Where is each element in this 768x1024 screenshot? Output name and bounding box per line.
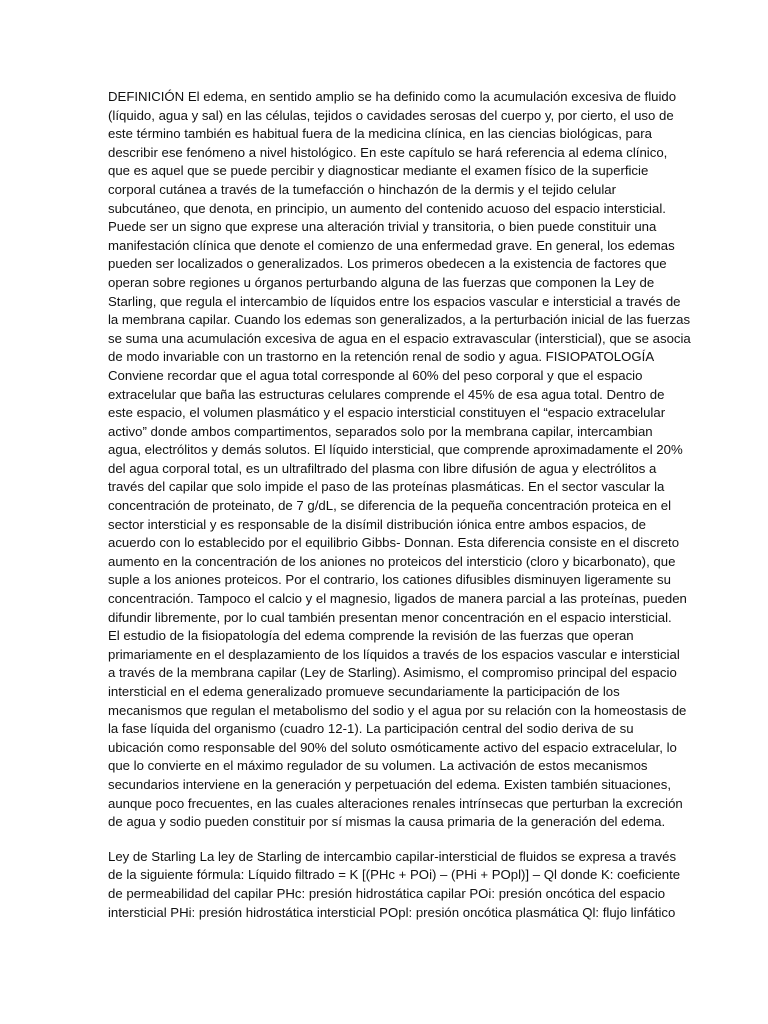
text-line: que lo convierte en el máximo regulador de su volumen. La activación de estos mecanismos xyxy=(108,758,648,774)
paragraph-ley-de-starling xyxy=(108,848,681,922)
text-line: a través de la membrana capilar (Ley de Starling). Asimismo, el compromiso principal del espacio xyxy=(108,665,677,681)
text-line: describir ese fenómeno a nivel histológico. En este capítulo se hará referencia al edema clínico, xyxy=(108,144,668,160)
text-line: se suma una acumulación excesiva de agua en el espacio extravascular (intersticial), que se asocia xyxy=(108,330,691,346)
text-line: ubicación como responsable del 90% del soluto osmóticamente activo del espacio extracelular, lo xyxy=(108,739,677,755)
text-line: intersticial PHi: presión hidrostática intersticial POpl: presión oncótica plasmática Ql: flujo linfático xyxy=(108,904,676,920)
text-line: corporal cutánea a través de la tumefacción o hinchazón de la dermis y el tejido celular xyxy=(108,181,617,197)
text-line: DEFINICIÓN El edema, en sentido amplio se ha definido como la acumulación excesiva de fluido xyxy=(108,89,677,104)
text-line: difundir libremente, por lo cual también presentan menor concentración en el espacio intersticial. xyxy=(108,609,672,625)
text-line: sector intersticial y es responsable de la disímil distribución iónica entre ambos espacios, de xyxy=(108,516,647,532)
text-line: de permeabilidad del capilar PHc: presión hidrostática capilar POi: presión oncótica del espacio xyxy=(108,885,666,901)
text-line: pueden ser localizados o generalizados. Los primeros obedecen a la existencia de factores que xyxy=(108,256,667,272)
text-line: de agua y sodio pueden constituir por sí mismas la causa primaria de la generación del edema. xyxy=(108,814,666,830)
text-line: extracelular que baña las estructuras celulares comprende el 45% de esa agua total. Dentro de xyxy=(108,386,665,402)
paragraph-spacer xyxy=(108,832,664,848)
text-line: mecanismos que regulan el metabolismo del sodio y el agua por su relación con la homeostasis de xyxy=(108,702,687,718)
text-line: Ley de Starling La ley de Starling de intercambio capilar-intersticial de fluidos se expresa a través xyxy=(108,848,677,864)
document-page xyxy=(108,88,691,922)
text-line: El estudio de la fisiopatología del edema comprende la revisión de las fuerzas que operan xyxy=(108,628,634,644)
text-line: intersticial en el edema generalizado promueve secundariamente la participación de los xyxy=(108,684,620,699)
text-line: concentración. Tampoco el calcio y el magnesio, ligados de manera parcial a las proteínas, pueden xyxy=(108,591,687,607)
text-line: concentración de proteinato, de 7 g/dL, se diferencia de la pequeña concentración proteica en el xyxy=(108,498,672,514)
text-line: secundarios interviene en la generación y perpetuación del edema. Existen también situaciones, xyxy=(108,776,672,792)
text-line: agua, electrólitos y demás solutos. El líquido intersticial, que comprende aproximadamente el 20% xyxy=(108,442,683,458)
text-line: (líquido, agua y sal) en las células, tejidos o cavidades serosas del cuerpo y, por cierto, el uso de xyxy=(108,107,674,123)
text-line: de la siguiente fórmula: Líquido filtrado = K [(PHc + POi) – (PHi + POpl)] – Ql donde K: coeficiente xyxy=(108,867,681,883)
text-line: suple a los aniones proteicos. Por el contrario, los cationes difusibles disminuyen ligeramente su xyxy=(108,572,671,588)
text-line: este espacio, el volumen plasmático y el espacio intersticial constituyen el “espacio extracelular xyxy=(108,405,666,421)
text-line: Conviene recordar que el agua total corresponde al 60% del peso corporal y que el espacio xyxy=(108,367,643,383)
text-line: aumento en la concentración de los aniones no proteicos del intersticio (cloro y bicarbonato), que xyxy=(108,553,676,569)
text-line: acuerdo con lo establecido por el equilibrio Gibbs- Donnan. Esta diferencia consiste en el discreto xyxy=(108,535,680,551)
text-line: Starling, que regula el intercambio de líquidos entre los espacios vascular e intersticial a través de xyxy=(108,293,681,309)
text-line: Puede ser un signo que exprese una alteración trivial y transitoria, o bien puede constituir una xyxy=(108,219,657,235)
text-line: primariamente en el desplazamiento de los líquidos a través de los espacios vascular e intersticial xyxy=(108,646,680,662)
text-line: de modo invariable con un trastorno en la retención renal de sodio y agua. FISIOPATOLOGÍA xyxy=(108,349,655,365)
text-line: del agua corporal total, es un ultrafiltrado del plasma con libre difusión de agua y electrólitos a xyxy=(108,460,657,476)
paragraph-definicion-fisiopatologia xyxy=(108,88,691,832)
text-line: aunque poco frecuentes, en las cuales alteraciones renales intrínsecas que perturban la excreción xyxy=(108,795,683,811)
text-line: este término también es habitual fuera de la medicina clínica, en las ciencias biológicas, para xyxy=(108,126,652,142)
text-line: operan sobre regiones u órganos perturbando alguna de las fuerzas que componen la Ley de xyxy=(108,274,655,290)
text-line: subcutáneo, que denota, en principio, un aumento del contenido acuoso del espacio intersticial. xyxy=(108,200,666,216)
text-line: que es aquel que se puede percibir y diagnosticar mediante el examen físico de la superficie xyxy=(108,163,649,179)
text-line: través del capilar que solo impide el paso de las proteínas plasmáticas. En el sector vascular la xyxy=(108,479,665,495)
text-line: manifestación clínica que denote el comienzo de una enfermedad grave. En general, los edemas xyxy=(108,237,675,253)
text-line: la membrana capilar. Cuando los edemas son generalizados, a la perturbación inicial de las fuerzas xyxy=(108,312,691,328)
text-line: la fase líquida del organismo (cuadro 12-1). La participación central del sodio deriva de su xyxy=(108,721,634,737)
text-line: activo” donde ambos compartimentos, separados solo por la membrana capilar, intercambian xyxy=(108,423,653,439)
